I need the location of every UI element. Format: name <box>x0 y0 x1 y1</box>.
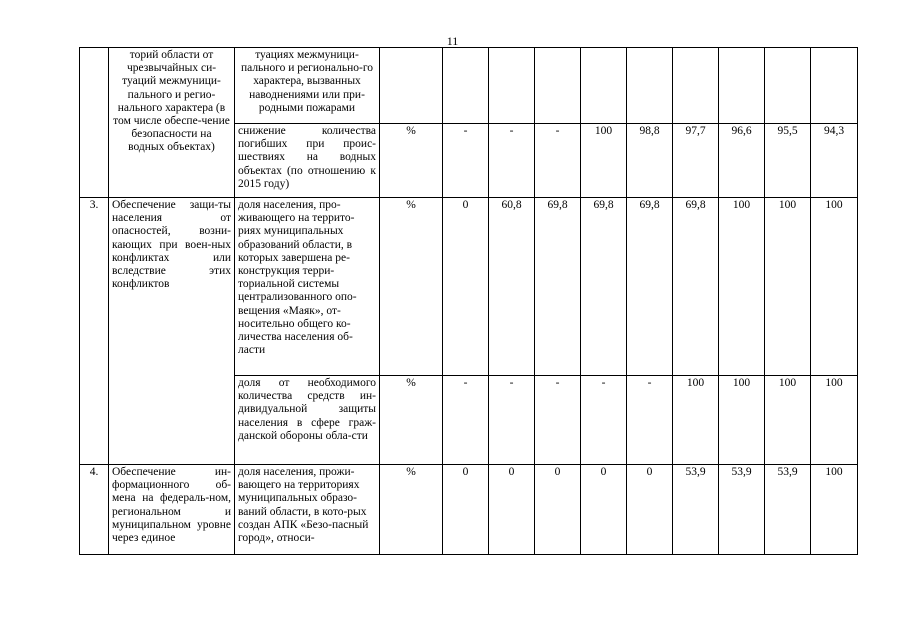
value-cell: - <box>581 376 627 465</box>
goal-cell: Обеспечение защи-ты населения от опасностей, возни-кающих при воен-ных конфликтах или вследствие этих конфликтов <box>109 198 235 465</box>
value-cell: 100 <box>719 376 765 465</box>
unit-cell: % <box>380 124 443 198</box>
value-cell: 0 <box>535 465 581 555</box>
indicator-cell: снижение количества погибших при проис-шествиях на водных объектах (по отношению к 2015 году) <box>235 124 380 198</box>
value-cell: 100 <box>765 376 811 465</box>
indicator-cell: доля от необходимого количества средств ин-дивидуальной защиты населения в сфере граж-данской обороны обла-сти <box>235 376 380 465</box>
value-cell <box>535 48 581 124</box>
value-cell: 94,3 <box>811 124 858 198</box>
value-cell: 97,7 <box>673 124 719 198</box>
row-number: 3. <box>80 198 109 465</box>
value-cell: 95,5 <box>765 124 811 198</box>
goal-cell: торий области от чрезвычайных си-туаций межмуници-пального и регио-нального характера (в том числе обеспе-чение безопасности на водных объектах) <box>109 48 235 198</box>
value-cell: - <box>535 376 581 465</box>
value-cell: - <box>489 376 535 465</box>
value-cell <box>489 48 535 124</box>
value-cell: - <box>535 124 581 198</box>
value-cell: 0 <box>489 465 535 555</box>
value-cell: 53,9 <box>719 465 765 555</box>
value-cell: 100 <box>811 465 858 555</box>
value-cell <box>719 48 765 124</box>
value-cell: 69,8 <box>535 198 581 376</box>
value-cell: 0 <box>627 465 673 555</box>
row-number: 4. <box>80 465 109 555</box>
unit-cell: % <box>380 198 443 376</box>
value-cell: 100 <box>719 198 765 376</box>
value-cell: 0 <box>581 465 627 555</box>
goal-cell: Обеспечение ин-формационного об-мена на федераль-ном, региональном и муниципальном уровне через единое <box>109 465 235 555</box>
value-cell: 69,8 <box>673 198 719 376</box>
value-cell: - <box>443 376 489 465</box>
value-cell: 100 <box>581 124 627 198</box>
value-cell: 60,8 <box>489 198 535 376</box>
indicator-cell: туациях межмуници-пального и регионально-го характера, вызванных наводнениями или при-родными пожарами <box>235 48 380 124</box>
value-cell: 96,6 <box>719 124 765 198</box>
value-cell <box>581 48 627 124</box>
value-cell <box>627 48 673 124</box>
value-cell: 100 <box>673 376 719 465</box>
indicators-table <box>79 47 858 555</box>
value-cell <box>673 48 719 124</box>
table-row <box>80 465 858 555</box>
value-cell: 100 <box>765 198 811 376</box>
value-cell: 100 <box>811 198 858 376</box>
value-cell <box>811 48 858 124</box>
indicator-cell: доля населения, про-живающего на террито-риях муниципальных образований области, в которых завершена ре-конструкция терри-ториальной системы централизованного опо-вещения «Маяк», от-носительно общего ко-личества населения об-ласти <box>235 198 380 376</box>
value-cell: 100 <box>811 376 858 465</box>
value-cell: - <box>627 376 673 465</box>
value-cell: 69,8 <box>627 198 673 376</box>
value-cell: - <box>443 124 489 198</box>
value-cell <box>443 48 489 124</box>
value-cell: 53,9 <box>673 465 719 555</box>
unit-cell: % <box>380 465 443 555</box>
value-cell: 0 <box>443 465 489 555</box>
unit-cell <box>380 48 443 124</box>
indicator-cell: доля населения, прожи-вающего на территориях муниципальных образо-ваний области, в кото-рых создан АПК «Безо-пасный город», относи- <box>235 465 380 555</box>
value-cell: 98,8 <box>627 124 673 198</box>
value-cell: 53,9 <box>765 465 811 555</box>
table-row <box>80 198 858 376</box>
value-cell: 0 <box>443 198 489 376</box>
table-row <box>80 48 858 124</box>
unit-cell: % <box>380 376 443 465</box>
row-number <box>80 48 109 198</box>
value-cell <box>765 48 811 124</box>
value-cell: - <box>489 124 535 198</box>
value-cell: 69,8 <box>581 198 627 376</box>
page-number: 11 <box>446 34 459 48</box>
